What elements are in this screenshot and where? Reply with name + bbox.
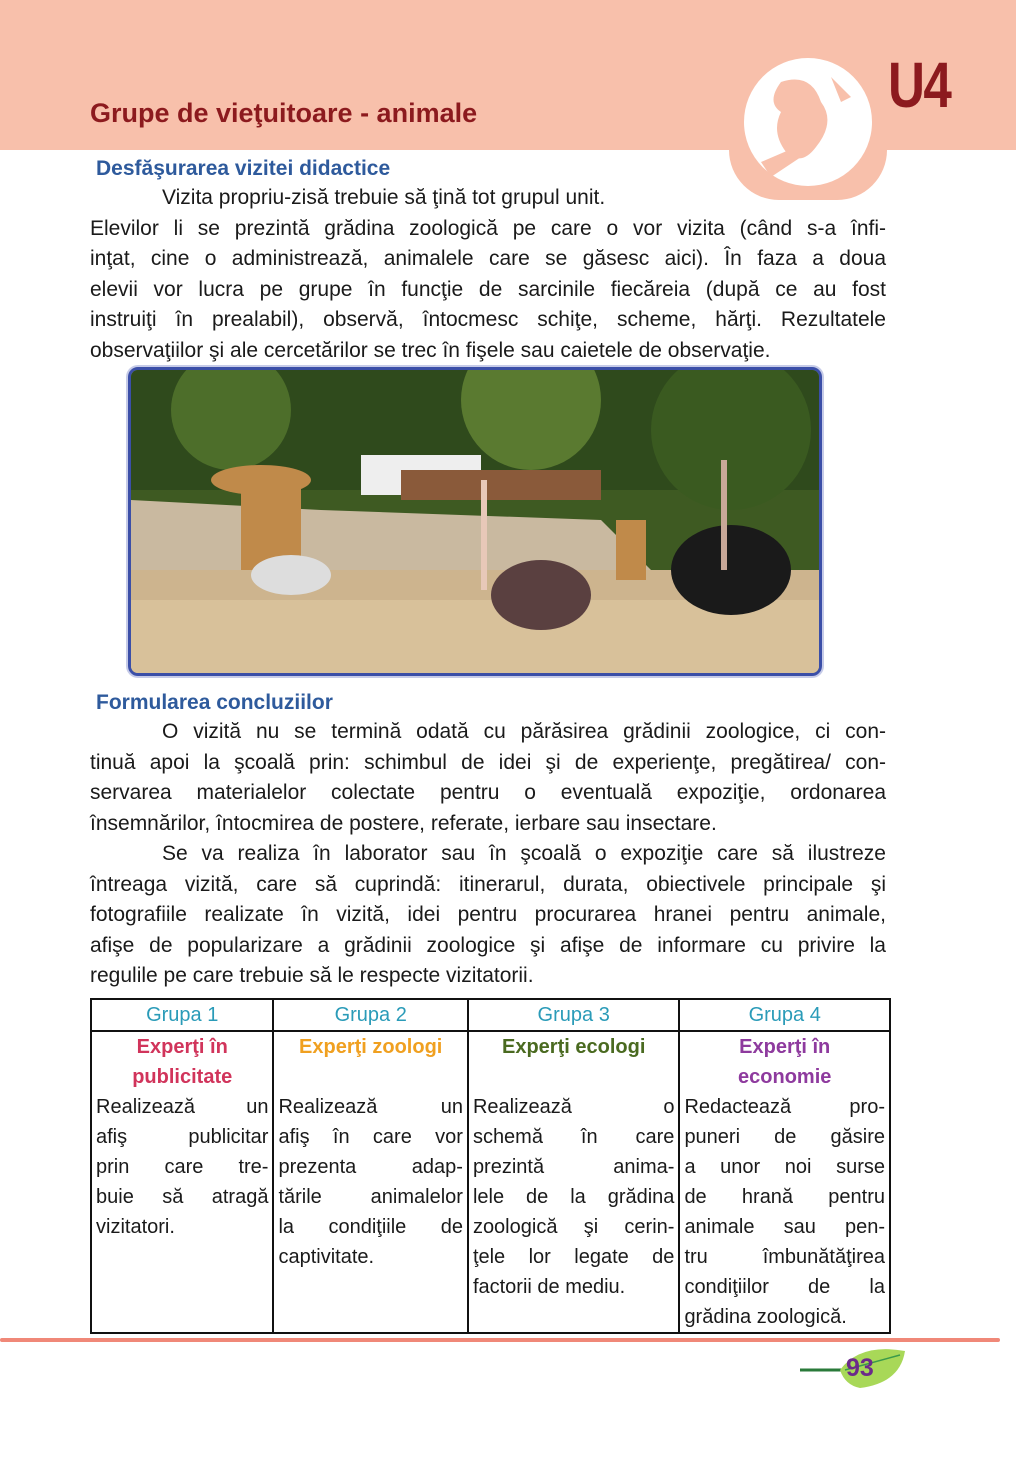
group-task — [679, 1092, 890, 1333]
task-line: prezintă anima- — [472, 1156, 675, 1178]
text-line: elevii vor lucra pe grupe în funcţie de sarcinile fiecăreia (după ce au fost — [90, 277, 886, 301]
task-line: afiş publicitar — [96, 1126, 269, 1148]
text-line: tinuă apoi la şcoală prin: schimbul de idei şi de experienţe, pregătirea/ con- — [90, 750, 886, 774]
task-line: prin care tre- — [96, 1156, 269, 1178]
expert-title — [91, 1031, 273, 1092]
expert-title — [679, 1031, 890, 1092]
expert-line: Experţi în — [739, 1036, 831, 1058]
unit-label: U4 — [888, 49, 951, 121]
task-line: ţele lor legate de — [472, 1246, 675, 1268]
task-line: afiş în care vor — [278, 1126, 463, 1148]
task-line: prezenta adap- — [278, 1156, 463, 1178]
task-line: a unor noi surse — [684, 1156, 885, 1178]
paragraph — [90, 717, 886, 839]
task-line: schemă în care — [472, 1126, 675, 1148]
text-line: servarea materialelor colectate pentru o eventuală expoziţie, ordonarea — [90, 781, 886, 804]
task-line: tru îmbunătăţirea — [684, 1246, 885, 1268]
task-line: la condiţiile de — [278, 1216, 463, 1238]
task-line: lele de la grădina — [472, 1186, 675, 1208]
expert-line: Experţi în — [136, 1036, 228, 1058]
group-name: Grupa 3 — [468, 999, 680, 1031]
text-line: instruiţi în prealabil), observă, întocmesc schiţe, scheme, hărţi. Rezultatele — [90, 308, 886, 331]
task-line: puneri de găsire — [684, 1126, 885, 1148]
text-line: afişe de popularizare a grădinii zoologice şi afişe de informare cu privire la — [90, 933, 886, 957]
task-line: zoologică şi cerin- — [472, 1216, 675, 1238]
task-line: Redactează pro- — [684, 1096, 885, 1118]
task-line: captivitate. — [278, 1246, 375, 1268]
task-line: Realizează o — [472, 1096, 675, 1118]
expert-line: publicitate — [132, 1066, 233, 1088]
section-heading: Desfăşurarea vizitei didactice — [96, 157, 391, 180]
text-line: inţat, cine o administrează, animalele care se găsesc aici). În faza a doua — [90, 247, 886, 270]
text-line: Se va realiza în laborator sau în şcoală o expoziţie care să ilustreze — [162, 842, 886, 865]
section-heading: Formularea concluziilor — [96, 691, 333, 714]
text-line: Vizita propriu-zisă trebuie să ţină tot grupul unit. — [162, 186, 606, 209]
group-name: Grupa 4 — [679, 999, 890, 1031]
expert-line: economie — [738, 1066, 832, 1088]
task-line: buie să atragă — [96, 1186, 269, 1208]
group-task — [468, 1092, 680, 1333]
task-line: Realizează un — [96, 1096, 269, 1118]
group-name: Grupa 1 — [91, 999, 273, 1031]
paragraph — [90, 839, 886, 992]
paragraph — [90, 183, 886, 366]
expert-line: Experţi zoologi — [299, 1036, 443, 1058]
task-line: de hrană pentru — [684, 1186, 885, 1208]
text-line: O vizită nu se termină odată cu părăsirea grădinii zoologice, ci con- — [162, 720, 886, 743]
expert-title — [273, 1031, 467, 1092]
text-line: Elevilor li se prezintă grădina zoologică pe care o vor vizita (când s-a înfi- — [90, 216, 886, 240]
text-line: observaţiilor şi ale cercetărilor se trec în fişele sau caietele de observaţie. — [90, 338, 771, 362]
text-line: fotografiile realizate în vizită, idei pentru procurarea hranei pentru animale, — [90, 903, 886, 926]
task-line: condiţiilor de la — [684, 1276, 885, 1298]
frog-globe-logo — [729, 52, 887, 200]
task-line: vizitatori. — [96, 1216, 175, 1238]
text-line: regulile pe care trebuie să le respecte vizitatorii. — [90, 964, 534, 987]
task-line: Realizează un — [278, 1096, 463, 1118]
footer-rule — [0, 1338, 1000, 1342]
group-name: Grupa 2 — [273, 999, 467, 1031]
task-line: grădina zoologică. — [684, 1306, 847, 1328]
page-number: 93 — [846, 1354, 874, 1382]
group-task — [91, 1092, 273, 1333]
group-task — [273, 1092, 467, 1333]
task-line: animale sau pen- — [684, 1216, 885, 1238]
task-line: factorii de mediu. — [472, 1276, 626, 1298]
task-line: tările animalelor — [278, 1186, 463, 1208]
expert-title — [468, 1031, 680, 1092]
text-line: întreaga vizită, care să cuprindă: itinerarul, durata, obiectivele principale şi — [90, 872, 886, 896]
page-title: Grupe de vieţuitoare - animale — [90, 98, 478, 128]
zoo-photo — [128, 367, 822, 676]
groups-table — [90, 998, 891, 1334]
expert-line: Experţi ecologi — [502, 1036, 646, 1058]
text-line: însemnărilor, întocmirea de postere, referate, ierbare sau insectare. — [90, 811, 717, 835]
